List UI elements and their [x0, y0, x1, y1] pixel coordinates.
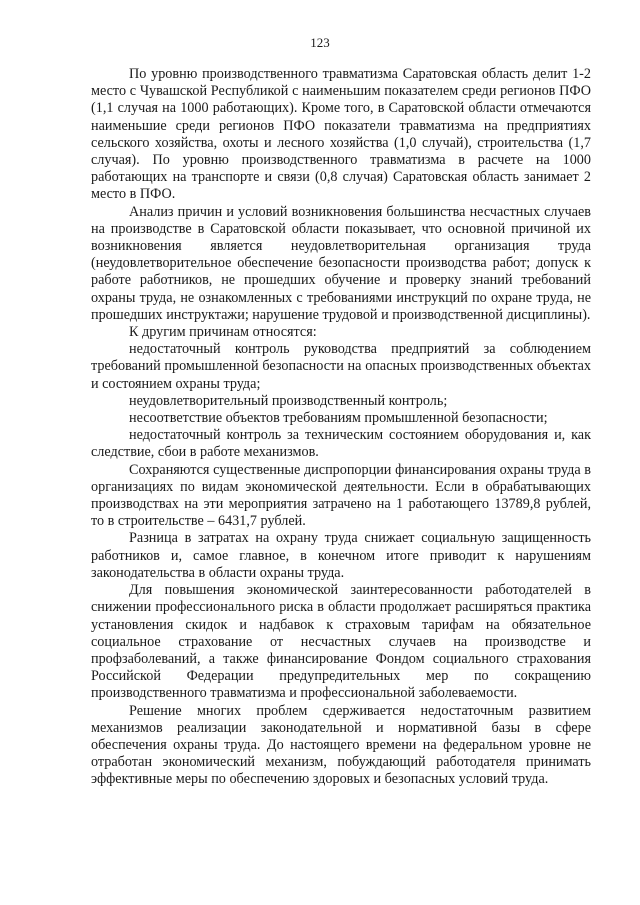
page-number: 123: [310, 35, 330, 50]
paragraph: Сохраняются существенные диспропорции финансирования охраны труда в организациях по видам экономической деятельности. Если в обрабатывающих производствах на эти мероприятия затрачено на 1 работающего 13789,8 рублей, то в строительстве – 6431,7 рублей.: [91, 461, 591, 530]
paragraph: Анализ причин и условий возникновения большинства несчастных случаев на производстве в Саратовской области показывает, что основной причиной их возникновения является неудовлетворительная организация труда (неудовлетворительное обеспечение безопасности производства работ; допуск к работе работников, не прошедших обучение и проверку знаний требований охраны труда, не ознакомленных с требованиями инструкций по охране труда, не прошедших инструктажи; нарушение трудовой и производственной дисциплины).: [91, 203, 591, 323]
paragraph: По уровню производственного травматизма Саратовская область делит 1-2 место с Чувашской Республикой с наименьшим показателем среди регионов ПФО (1,1 случая на 1000 работающих). Кроме того, в Саратовской области отмечаются наименьшие среди регионов ПФО показатели травматизма на предприятиях сельского хозяйства, охоты и лесного хозяйства (1,0 случай), строительства (1,7 случая). По уровню производственного травматизма в расчете на 1000 работающих на транспорте и связи (0,8 случая) Саратовская область занимает 2 место в ПФО.: [91, 66, 591, 203]
list-item: недостаточный контроль за техническим состоянием оборудования и, как следствие, сбои в работе механизмов.: [91, 427, 591, 461]
paragraph: Разница в затратах на охрану труда снижает социальную защищенность работников и, самое главное, в конечном итоге приводит к нарушениям законодательства в области охраны труда.: [91, 530, 591, 581]
paragraph: Для повышения экономической заинтересованности работодателей в снижении профессионального риска в области продолжает расширяться практика установления скидок и надбавок к страховым тарифам на обязательное социальное страхование от несчастных случаев на производстве и профзаболеваний, а также финансирование Фондом социального страхования Российской Федерации предупредительных мер по сокращению производственного травматизма и профессиональной заболеваемости.: [91, 582, 591, 702]
paragraph: Решение многих проблем сдерживается недостаточным развитием механизмов реализации законодательной и нормативной базы в сфере обеспечения охраны труда. До настоящего времени на федеральном уровне не отработан экономический механизм, побуждающий работодателя принимать эффективные меры по обеспечению здоровых и безопасных условий труда.: [91, 702, 591, 788]
document-body: [91, 66, 591, 789]
list-item: неудовлетворительный производственный контроль;: [129, 392, 448, 409]
paragraph: К другим причинам относятся:: [129, 324, 317, 341]
list-item: недостаточный контроль руководства предприятий за соблюдением требований промышленной безопасности на опасных производственных объектах и состоянием охраны труда;: [91, 341, 591, 392]
list-item: несоответствие объектов требованиям промышленной безопасности;: [129, 410, 548, 427]
